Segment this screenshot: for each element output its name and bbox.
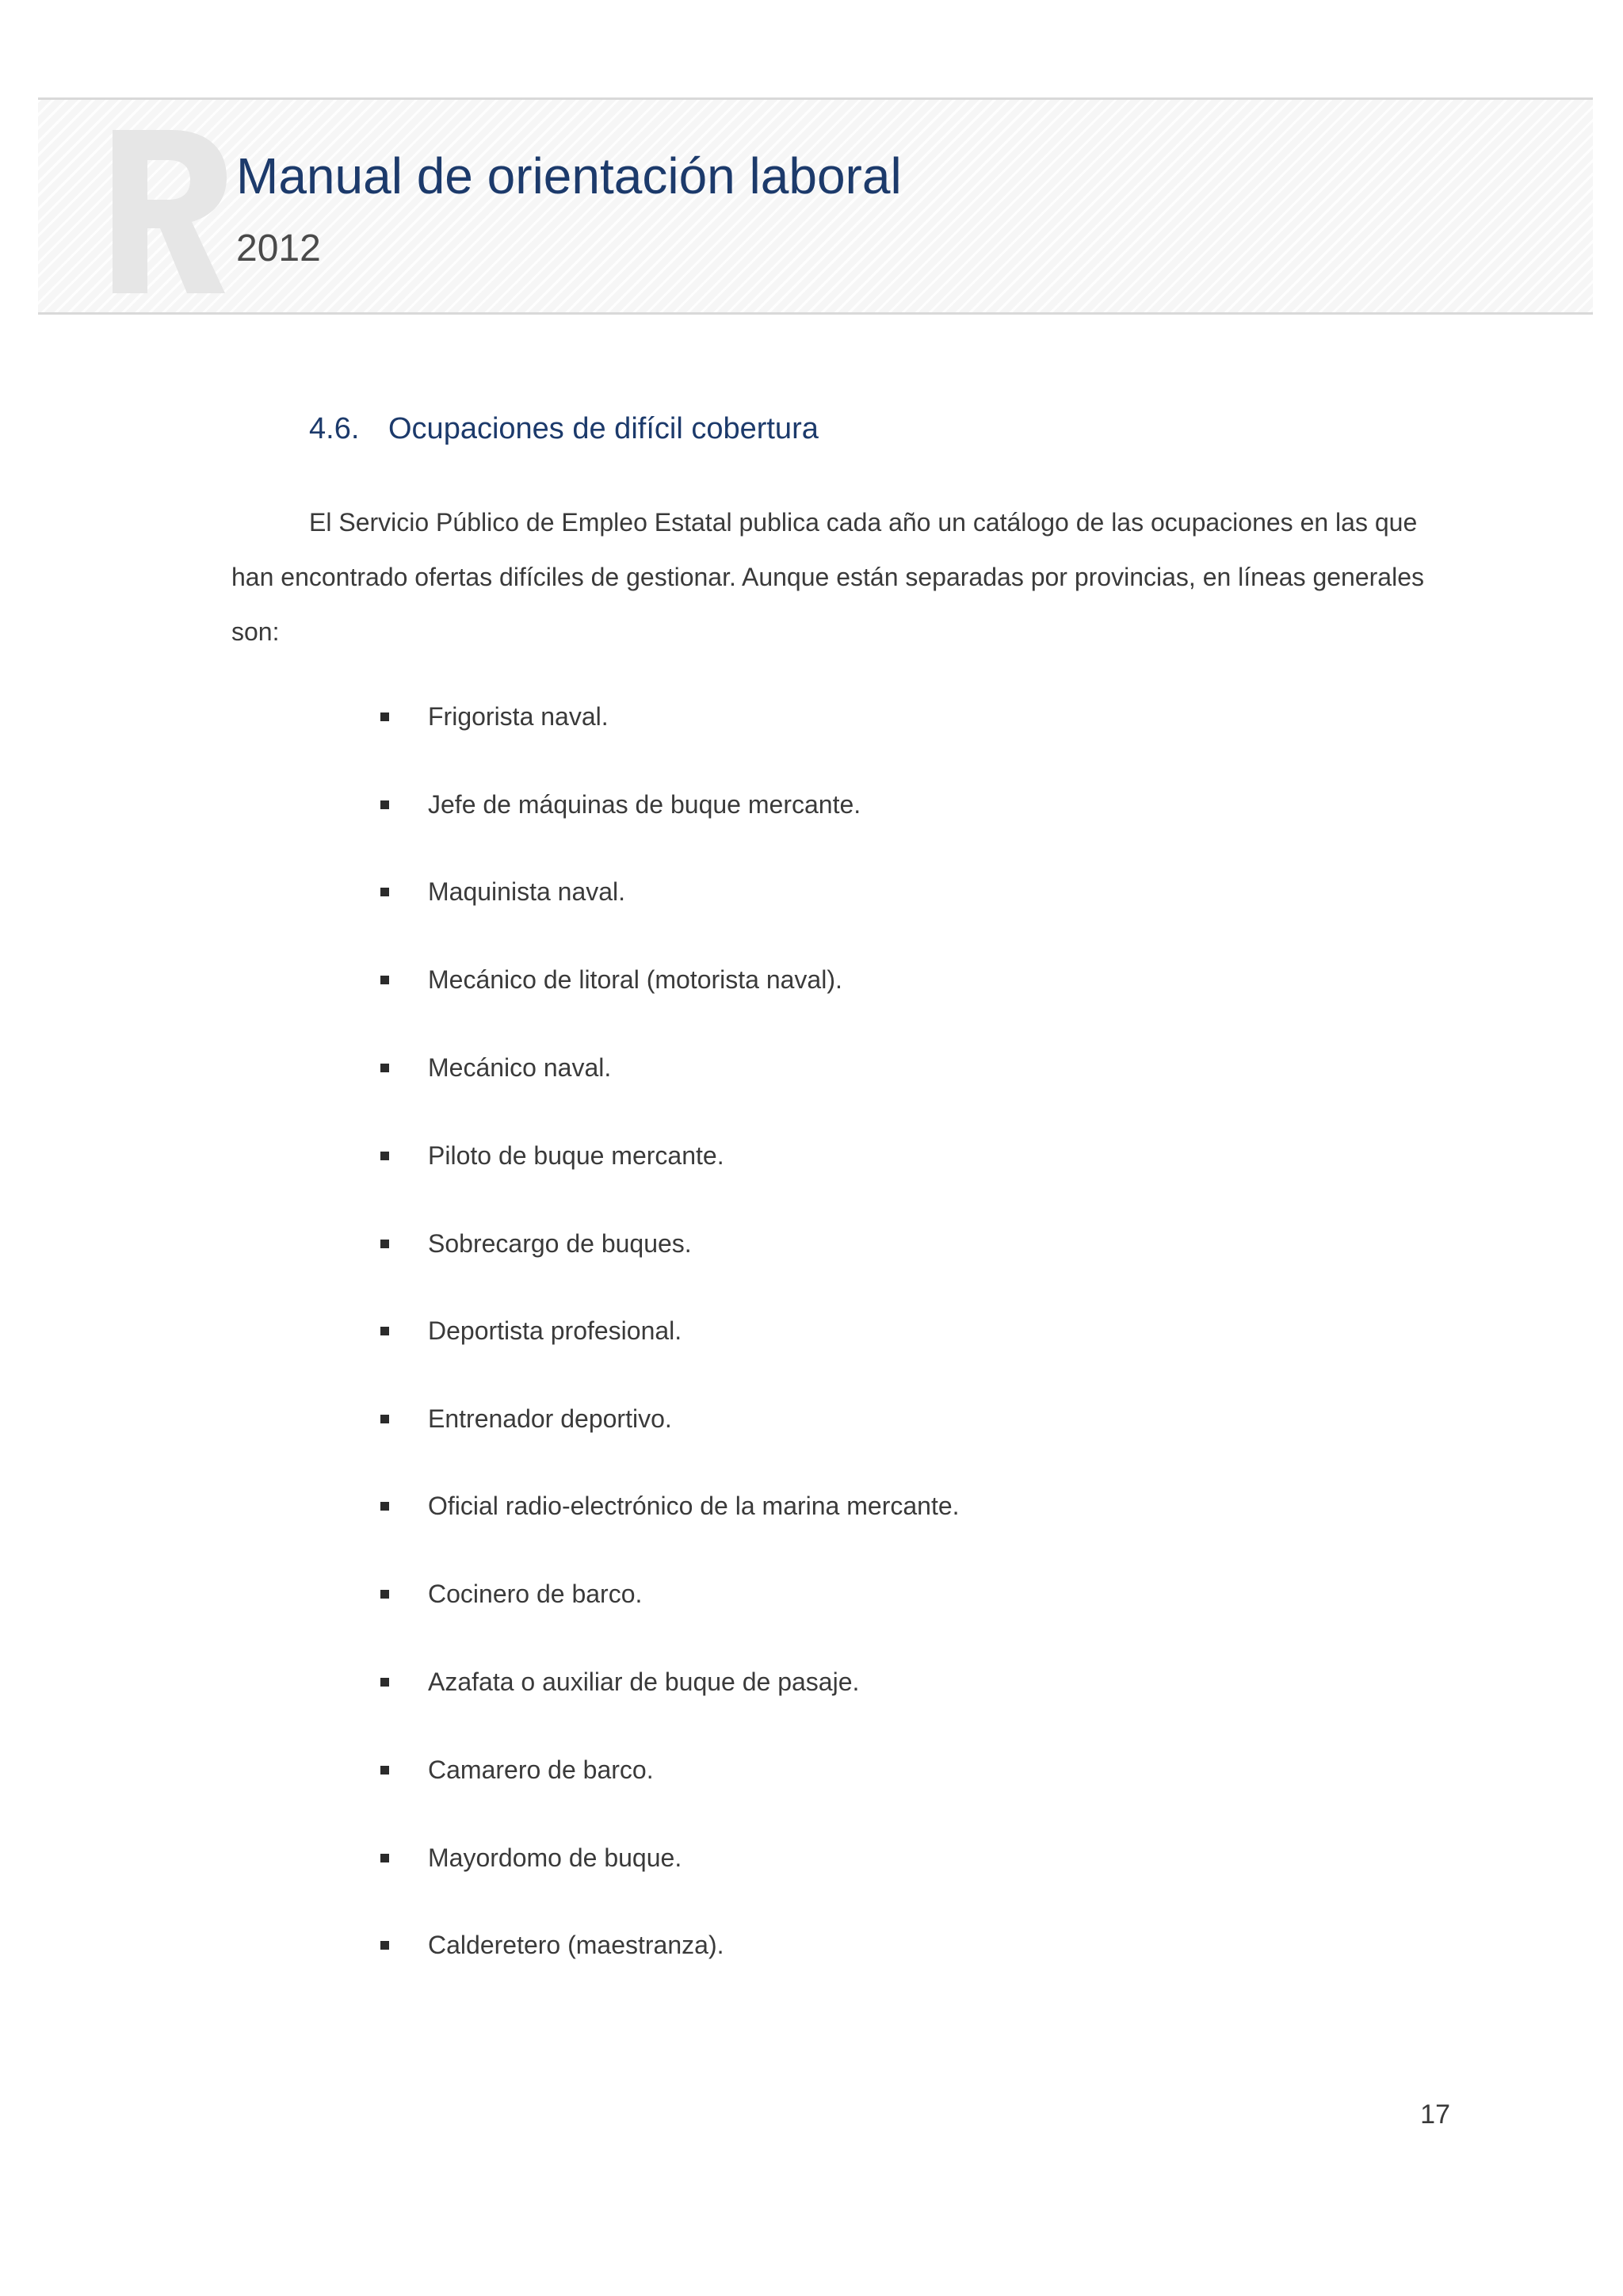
square-bullet-icon (380, 888, 389, 896)
list-item (379, 694, 1488, 739)
square-bullet-icon (380, 1502, 389, 1511)
list-item (379, 869, 1488, 914)
list-item-text: Azafata o auxiliar de buque de pasaje. (428, 1668, 860, 1696)
square-bullet-icon (380, 1678, 389, 1687)
document-year: 2012 (236, 227, 321, 269)
list-item (379, 1396, 1488, 1441)
list-item-text: Jefe de máquinas de buque mercante. (428, 790, 861, 819)
square-bullet-icon (380, 800, 389, 809)
intro-paragraph: El Servicio Público de Empleo Estatal publica cada año un catálogo de las ocupaciones en las que han encontrado ofertas difíciles de gestionar. Aunque están separadas por provincias, en líneas generales son: (231, 508, 1424, 646)
list-item (379, 1748, 1488, 1792)
list-item-text: Calderetero (maestranza). (428, 1931, 724, 1959)
list-item-text: Oficial radio-electrónico de la marina mercante. (428, 1492, 960, 1520)
list-item (379, 957, 1488, 1002)
square-bullet-icon (380, 1064, 389, 1072)
list-item-text: Mecánico naval. (428, 1053, 612, 1082)
list-item-text: Sobrecargo de buques. (428, 1229, 692, 1258)
list-item (379, 1836, 1488, 1880)
section-title: Ocupaciones de difícil cobertura (388, 412, 819, 445)
square-bullet-icon (380, 1152, 389, 1160)
square-bullet-icon (380, 1941, 389, 1950)
square-bullet-icon (380, 1854, 389, 1862)
list-item-text: Deportista profesional. (428, 1316, 682, 1345)
section-heading (309, 407, 819, 451)
list-item (379, 1484, 1488, 1528)
list-item-text: Frigorista naval. (428, 702, 609, 731)
list-item (379, 1308, 1488, 1353)
section-number: 4.6. (309, 412, 360, 445)
list-item (379, 1221, 1488, 1266)
square-bullet-icon (380, 1590, 389, 1599)
square-bullet-icon (380, 1415, 389, 1423)
list-item-text: Mecánico de litoral (motorista naval). (428, 965, 842, 994)
square-bullet-icon (380, 976, 389, 984)
r-letter-watermark-icon (98, 122, 233, 301)
list-item (379, 1923, 1488, 1967)
list-item-text: Cocinero de barco. (428, 1580, 643, 1608)
list-item-text: Entrenador deportivo. (428, 1404, 672, 1433)
document-header (38, 97, 1593, 315)
document-title: Manual de orientación laboral (236, 147, 902, 204)
list-item (379, 782, 1488, 827)
list-item (379, 1572, 1488, 1616)
list-item-text: Camarero de barco. (428, 1755, 654, 1784)
list-item-text: Maquinista naval. (428, 877, 626, 906)
list-item-text: Piloto de buque mercante. (428, 1141, 724, 1170)
square-bullet-icon (380, 712, 389, 721)
square-bullet-icon (380, 1766, 389, 1775)
list-item (379, 1660, 1488, 1704)
square-bullet-icon (380, 1327, 389, 1335)
square-bullet-icon (380, 1240, 389, 1248)
list-item (379, 1045, 1488, 1090)
list-item-text: Mayordomo de buque. (428, 1843, 682, 1872)
list-item (379, 1133, 1488, 1178)
page-number: 17 (1420, 2099, 1450, 2130)
